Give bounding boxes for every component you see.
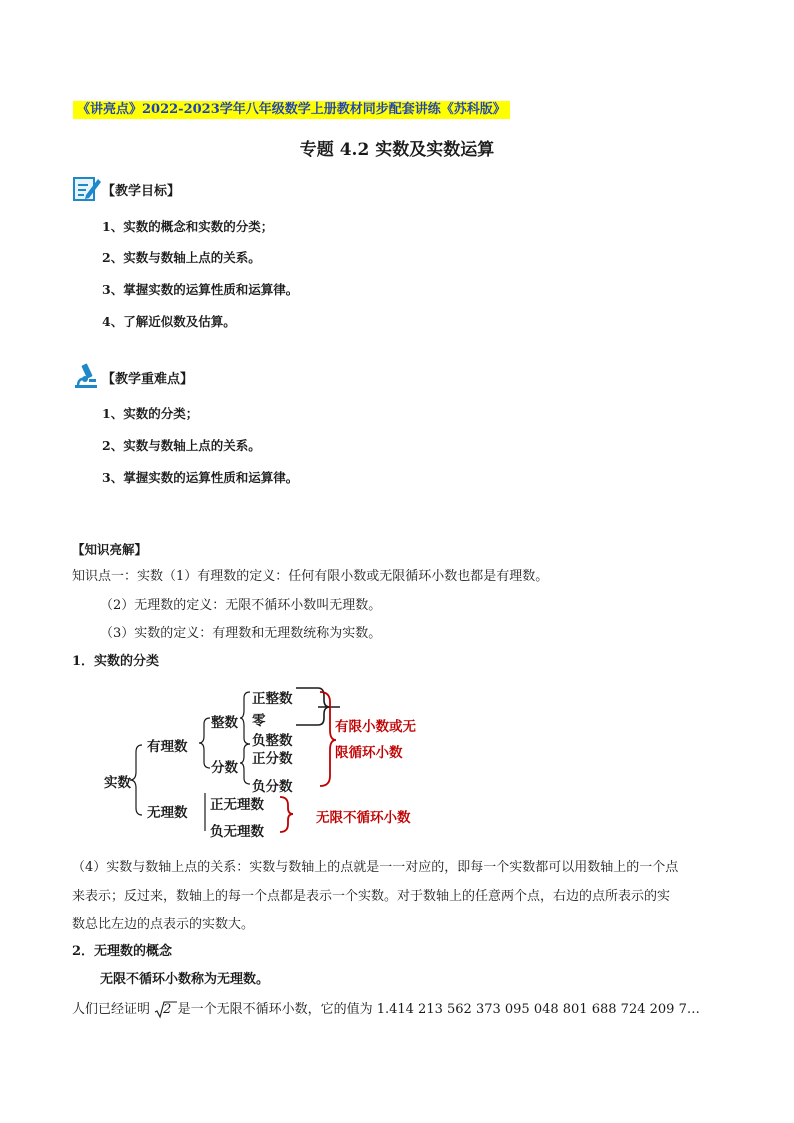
goal-item-3: 3、掌握实数的运算性质和运算律。: [102, 282, 299, 297]
tree-irrational: 无理数: [147, 805, 188, 821]
goal-item-1: 1、实数的概念和实数的分类；: [102, 219, 274, 234]
knowledge-line-2: （2）无理数的定义：无限不循环小数叫无理数。: [100, 598, 382, 613]
subheading-irrational-concept: 2．无理数的概念: [72, 944, 173, 959]
tree-pos-int: 正整数: [252, 691, 293, 707]
tree-integer: 整数: [211, 715, 238, 731]
tree-fraction: 分数: [211, 760, 238, 776]
tree-real: 实数: [104, 775, 131, 791]
note-irrational: 无限不循环小数: [316, 810, 411, 826]
key-point-item-1: 1、实数的分类；: [102, 406, 199, 421]
tree-neg-int: 负整数: [252, 733, 293, 749]
section4-line-1: （4）实数与数轴上点的关系：实数与数轴上的点就是一一对应的，即每一个实数都可以用数轴上的一个点: [72, 860, 679, 875]
tree-neg-irr: 负无理数: [210, 824, 264, 840]
tree-neg-frac: 负分数: [252, 779, 293, 795]
goals-heading: 【教学目标】: [102, 184, 181, 199]
knowledge-line-3: （3）实数的定义：有理数和无理数统称为实数。: [100, 626, 382, 641]
knowledge-line-1: 知识点一：实数（1）有理数的定义：任何有限小数或无限循环小数也都是有理数。: [72, 569, 549, 584]
proof-text-before: 人们已经证明: [72, 1002, 151, 1017]
irrational-definition: 无限不循环小数称为无理数。: [100, 972, 270, 987]
goal-item-4: 4、了解近似数及估算。: [102, 314, 236, 329]
note-rational-line-2: 限循环小数: [335, 745, 403, 761]
radicand: 2: [163, 1002, 172, 1017]
proof-text-after: 是一个无限不循环小数，它的值为 1.414 213 562 373 095 048 801 688 724 209 7…: [177, 1002, 700, 1017]
page-title: 专题 4.2 实数及实数运算: [299, 140, 495, 160]
goal-item-2: 2、实数与数轴上点的关系。: [102, 250, 261, 265]
key-point-item-3: 3、掌握实数的运算性质和运算律。: [102, 470, 299, 485]
subheading-classification: 1．实数的分类: [72, 654, 160, 669]
header-banner: 《讲亮点》2022-2023学年八年级数学上册教材同步配套讲练《苏科版》: [73, 101, 510, 119]
sqrt-two: [154, 1002, 171, 1017]
key-point-item-2: 2、实数与数轴上点的关系。: [102, 438, 261, 453]
tree-pos-irr: 正无理数: [210, 797, 264, 813]
tree-zero: 零: [252, 713, 266, 729]
radical-sign-icon: [154, 1001, 178, 1019]
key-points-heading: 【教学重难点】: [102, 372, 194, 387]
tree-rational: 有理数: [147, 739, 188, 755]
section4-line-2: 来表示；反过来，数轴上的每一个点都是表示一个实数。对于数轴上的任意两个点，右边的点所表示的实: [72, 889, 671, 904]
proof-line: [72, 998, 700, 1017]
section4-line-3: 数总比左边的点表示的实数大。: [72, 917, 255, 932]
knowledge-heading: 【知识亮解】: [72, 542, 148, 557]
note-rational-line-1: 有限小数或无: [335, 719, 416, 735]
tree-pos-frac: 正分数: [252, 751, 293, 767]
